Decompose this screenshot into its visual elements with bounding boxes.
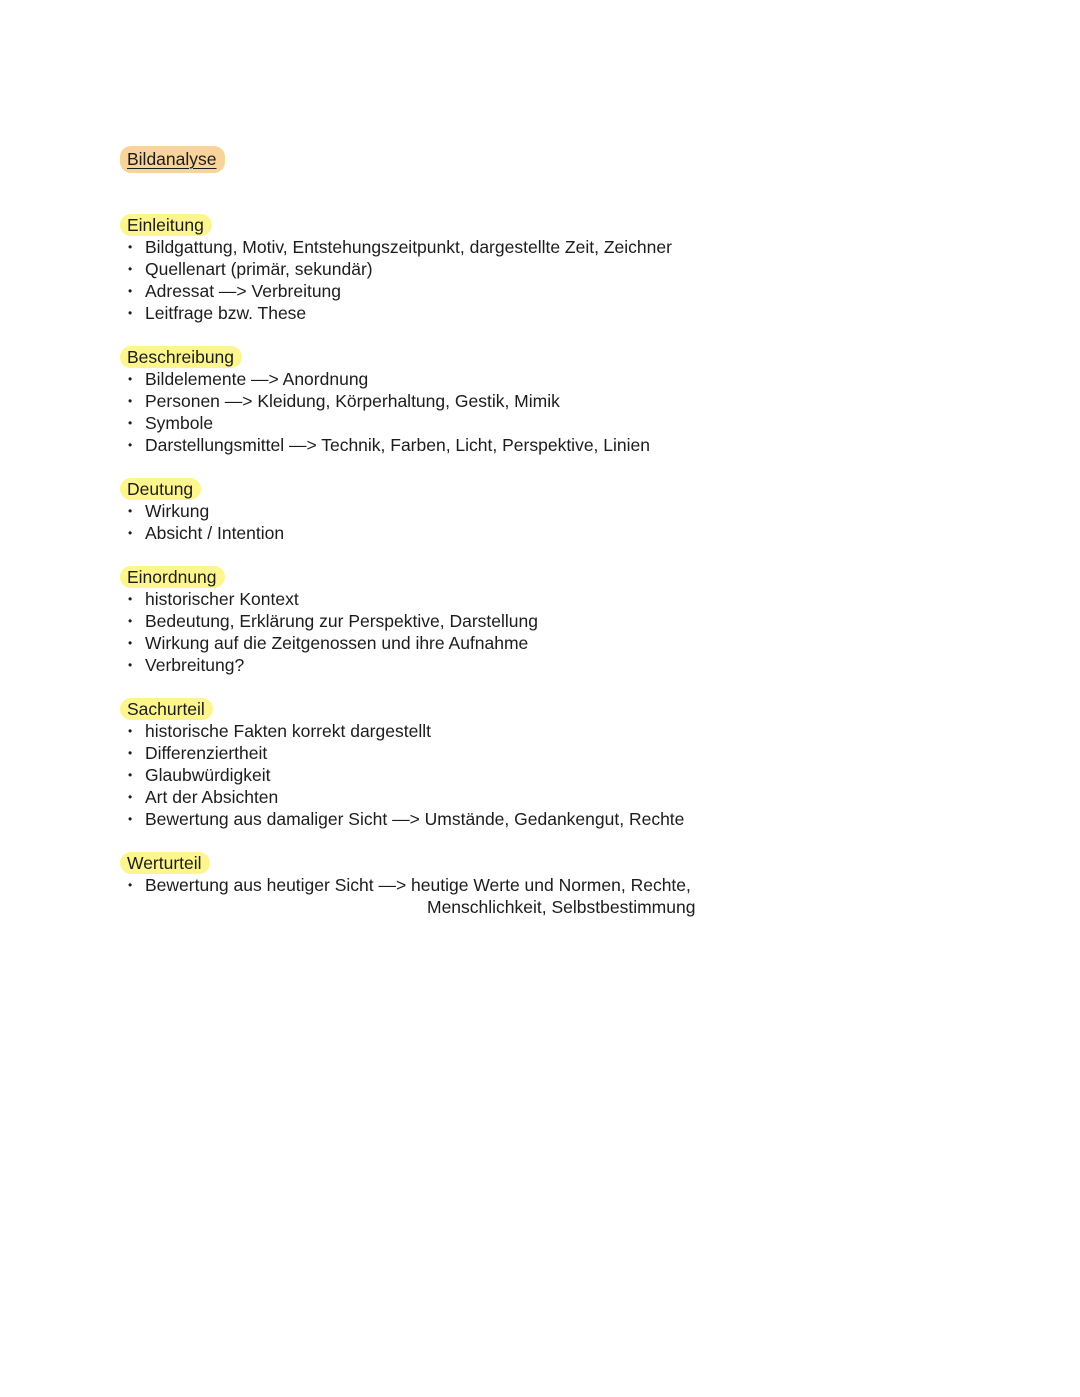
document-page	[120, 146, 820, 918]
list-item	[120, 236, 820, 258]
list-item-text: historischer Kontext	[145, 589, 299, 609]
list-item	[120, 874, 820, 896]
list-item	[120, 500, 820, 522]
bullet-icon: •	[128, 372, 133, 386]
bullet-list	[120, 588, 820, 676]
bullet-icon: •	[128, 394, 133, 408]
list-item-text: Bewertung aus damaliger Sicht —> Umstände, Gedankengut, Rechte	[145, 809, 685, 829]
section-deutung	[120, 478, 820, 544]
list-item-text: Wirkung	[145, 501, 210, 521]
list-item	[120, 434, 820, 456]
bullet-icon: •	[128, 636, 133, 650]
bullet-icon: •	[128, 724, 133, 738]
list-item	[120, 390, 820, 412]
list-item	[120, 412, 820, 434]
list-item-text: Symbole	[145, 413, 214, 433]
bullet-icon: •	[128, 614, 133, 628]
list-item	[120, 368, 820, 390]
list-item	[120, 588, 820, 610]
bullet-icon: •	[128, 592, 133, 606]
bullet-list	[120, 874, 820, 896]
bullet-list	[120, 368, 820, 456]
bullet-icon: •	[128, 746, 133, 760]
list-item-text: Leitfrage bzw. These	[145, 303, 307, 323]
bullet-icon: •	[128, 504, 133, 518]
list-item	[120, 280, 820, 302]
section-einordnung	[120, 566, 820, 676]
bullet-icon: •	[128, 790, 133, 804]
list-item-text: Wirkung auf die Zeitgenossen und ihre Aufnahme	[145, 633, 529, 653]
list-item-text: historische Fakten korrekt dargestellt	[145, 721, 431, 741]
section-heading: Werturteil	[120, 852, 210, 874]
bullet-icon: •	[128, 526, 133, 540]
bullet-icon: •	[128, 658, 133, 672]
list-item-text: Adressat —> Verbreitung	[145, 281, 342, 301]
document-title: Bildanalyse	[120, 146, 225, 173]
section-heading: Sachurteil	[120, 698, 213, 720]
bullet-list	[120, 720, 820, 830]
bullet-icon: •	[128, 416, 133, 430]
list-item	[120, 764, 820, 786]
bullet-icon: •	[128, 306, 133, 320]
bullet-list	[120, 236, 820, 324]
list-item	[120, 654, 820, 676]
list-item	[120, 808, 820, 830]
list-item-text: Darstellungsmittel —> Technik, Farben, Licht, Perspektive, Linien	[145, 435, 650, 455]
list-item	[120, 632, 820, 654]
list-item	[120, 610, 820, 632]
list-item-text: Quellenart (primär, sekundär)	[145, 259, 373, 279]
bullet-icon: •	[128, 768, 133, 782]
list-item-text: Absicht / Intention	[145, 523, 285, 543]
list-item-text: Bildgattung, Motiv, Entstehungszeitpunkt, dargestellte Zeit, Zeichner	[145, 237, 672, 257]
list-item-text: Bewertung aus heutiger Sicht —> heutige Werte und Normen, Rechte,	[145, 875, 691, 895]
list-item-text: Verbreitung?	[145, 655, 245, 675]
bullet-icon: •	[128, 262, 133, 276]
list-item-text: Bildelemente —> Anordnung	[145, 369, 369, 389]
bullet-icon: •	[128, 812, 133, 826]
section-heading: Einordnung	[120, 566, 225, 588]
section-einleitung	[120, 214, 820, 324]
list-item	[120, 302, 820, 324]
list-item	[120, 742, 820, 764]
list-item-text: Personen —> Kleidung, Körperhaltung, Gestik, Mimik	[145, 391, 560, 411]
list-item	[120, 786, 820, 808]
section-heading: Einleitung	[120, 214, 212, 236]
list-item	[120, 522, 820, 544]
bullet-icon: •	[128, 438, 133, 452]
bullet-icon: •	[128, 240, 133, 254]
list-item	[120, 720, 820, 742]
section-werturteil	[120, 852, 820, 918]
section-beschreibung	[120, 346, 820, 456]
bullet-icon: •	[128, 878, 133, 892]
section-sachurteil	[120, 698, 820, 830]
list-item-continuation: Menschlichkeit, Selbstbestimmung	[427, 897, 696, 917]
section-heading: Beschreibung	[120, 346, 242, 368]
list-item-text: Glaubwürdigkeit	[145, 765, 271, 785]
list-item	[120, 258, 820, 280]
bullet-list	[120, 500, 820, 544]
list-item-text: Differenziertheit	[145, 743, 268, 763]
list-item-text: Bedeutung, Erklärung zur Perspektive, Darstellung	[145, 611, 538, 631]
list-item-text: Art der Absichten	[145, 787, 279, 807]
section-heading: Deutung	[120, 478, 201, 500]
bullet-icon: •	[128, 284, 133, 298]
